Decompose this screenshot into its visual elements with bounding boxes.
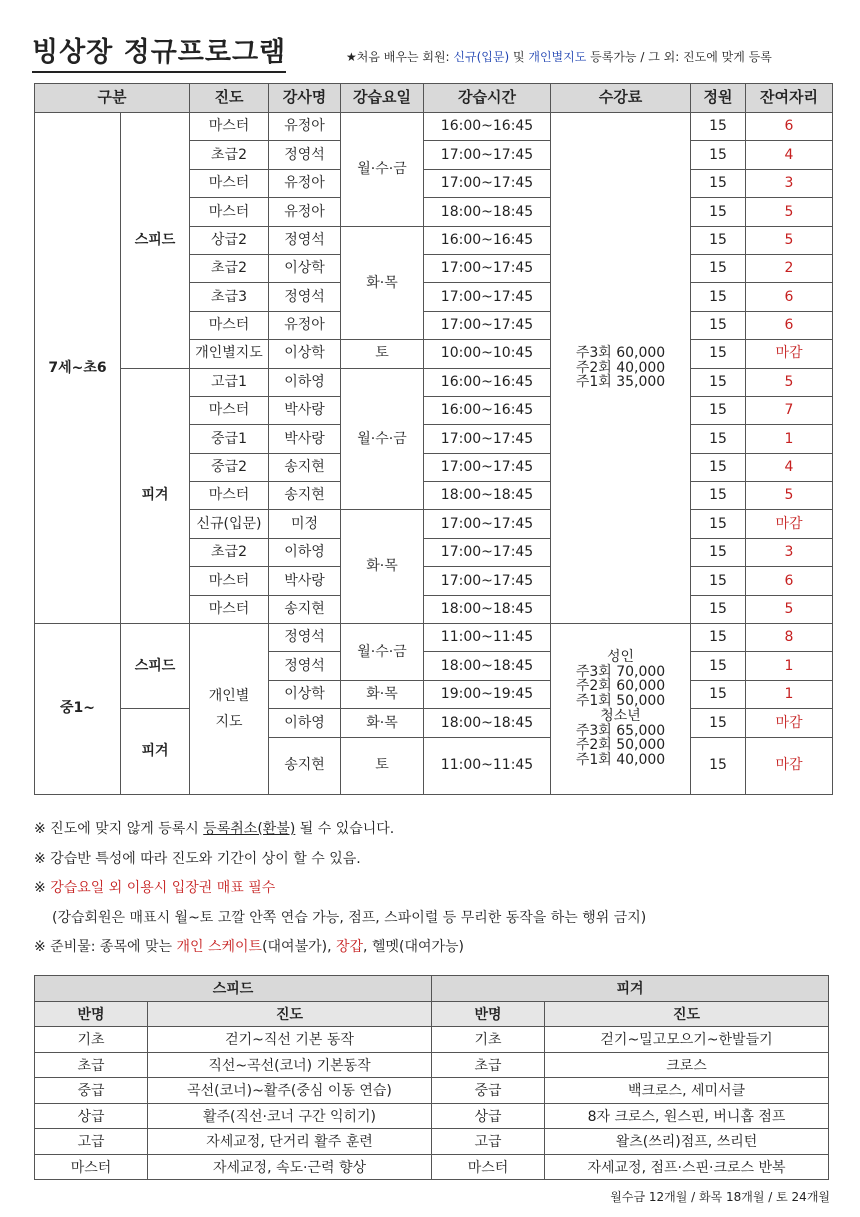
group-figure: 피겨 <box>121 368 190 624</box>
level-row <box>35 1052 829 1078</box>
capacity-cell: 15 <box>691 538 746 566</box>
capacity-cell: 15 <box>691 254 746 282</box>
fee-line: 주2회 50,000 <box>575 737 666 754</box>
remaining-cell: 5 <box>746 595 833 623</box>
time-cell: 19:00~19:45 <box>424 680 551 708</box>
note-line: ※ 준비물: 종목에 맞는 개인 스케이트(대여불가), 장갑, 헬멧(대여가능) <box>34 939 465 955</box>
note-line: (강습회원은 매표시 월~토 고깔 안쪽 연습 가능, 점프, 스파이럴 등 무리한 동작을 하는 행위 금지) <box>52 909 647 926</box>
time-cell: 17:00~17:45 <box>424 510 551 538</box>
capacity-cell: 15 <box>691 595 746 623</box>
time-cell: 18:00~18:45 <box>424 482 551 510</box>
level-row <box>35 1129 829 1155</box>
capacity-cell: 15 <box>691 141 746 169</box>
teacher-cell: 박사랑 <box>269 567 341 595</box>
time-cell: 17:00~17:45 <box>424 567 551 595</box>
remaining-cell: 2 <box>746 254 833 282</box>
remaining-cell: 5 <box>746 198 833 226</box>
figure-class-cell: 기초 <box>432 1027 545 1053</box>
remaining-cell: 마감 <box>746 340 833 368</box>
speed-progress-cell: 곡선(코너)~활주(중심 이동 연습) <box>148 1078 432 1104</box>
teacher-cell: 이하영 <box>269 709 341 737</box>
remaining-cell: 마감 <box>746 709 833 737</box>
capacity-cell: 15 <box>691 396 746 424</box>
table-row <box>35 368 833 396</box>
table-row <box>35 624 833 652</box>
level-cell: 개인별지도 <box>190 340 269 368</box>
capacity-cell: 15 <box>691 567 746 595</box>
remaining-cell: 마감 <box>746 737 833 794</box>
time-cell: 17:00~17:45 <box>424 425 551 453</box>
teacher-cell: 정영석 <box>269 652 341 680</box>
remaining-cell: 6 <box>746 283 833 311</box>
table-row <box>35 113 833 141</box>
figure-progress-cell: 크로스 <box>545 1052 829 1078</box>
remaining-cell: 7 <box>746 396 833 424</box>
time-cell: 16:00~16:45 <box>424 368 551 396</box>
fee-line: 주3회 60,000 <box>575 344 666 361</box>
teacher-cell: 정영석 <box>269 226 341 254</box>
figure-progress-cell: 백크로스, 세미서클 <box>545 1078 829 1104</box>
teacher-cell: 이하영 <box>269 538 341 566</box>
capacity-cell: 15 <box>691 311 746 339</box>
time-cell: 17:00~17:45 <box>424 169 551 197</box>
capacity-cell: 15 <box>691 709 746 737</box>
remaining-cell: 6 <box>746 311 833 339</box>
time-cell: 16:00~16:45 <box>424 396 551 424</box>
capacity-cell: 15 <box>691 652 746 680</box>
new-course-label: 신규(입문) <box>453 50 510 64</box>
speed-progress-cell: 걷기~직선 기본 동작 <box>148 1027 432 1053</box>
level-header-progress: 진도 <box>148 1001 432 1027</box>
figure-progress-cell: 걷기~밀고모으기~한발들기 <box>545 1027 829 1053</box>
figure-class-cell: 고급 <box>432 1129 545 1155</box>
group-kids: 7세~초6 <box>35 113 121 624</box>
capacity-cell: 15 <box>691 425 746 453</box>
level-cell: 초급2 <box>190 141 269 169</box>
group-speed: 스피드 <box>121 624 190 709</box>
days-cell: 화·목 <box>341 226 424 340</box>
teacher-cell: 이상학 <box>269 254 341 282</box>
speed-progress-cell: 자세교정, 단거리 활주 훈련 <box>148 1129 432 1155</box>
fee-line: 주2회 60,000 <box>575 678 666 695</box>
level-speed-title: 스피드 <box>35 976 432 1002</box>
level-cell: 초급2 <box>190 538 269 566</box>
level-cell: 초급2 <box>190 254 269 282</box>
level-cell: 마스터 <box>190 311 269 339</box>
teacher-cell: 이하영 <box>269 368 341 396</box>
remaining-cell: 4 <box>746 453 833 481</box>
speed-progress-cell: 자세교정, 속도·근력 향상 <box>148 1154 432 1180</box>
fee-line: 주1회 35,000 <box>575 374 666 391</box>
group-figure: 피겨 <box>121 709 190 794</box>
capacity-cell: 15 <box>691 113 746 141</box>
days-cell: 화·목 <box>341 680 424 708</box>
fee-cell <box>551 113 691 624</box>
level-cell: 마스터 <box>190 396 269 424</box>
time-cell: 18:00~18:45 <box>424 652 551 680</box>
remaining-cell: 3 <box>746 538 833 566</box>
speed-class-cell: 기초 <box>35 1027 148 1053</box>
remaining-cell: 1 <box>746 425 833 453</box>
fee-line: 성인 <box>606 649 635 666</box>
days-cell: 월·수·금 <box>341 624 424 681</box>
schedule-table <box>34 83 833 795</box>
individual-course-label: 개인별지도 <box>528 50 587 64</box>
fee-line: 주3회 70,000 <box>575 663 666 680</box>
level-cell: 마스터 <box>190 482 269 510</box>
figure-class-cell: 마스터 <box>432 1154 545 1180</box>
figure-class-cell: 중급 <box>432 1078 545 1104</box>
speed-class-cell: 중급 <box>35 1078 148 1104</box>
teacher-cell: 미정 <box>269 510 341 538</box>
teacher-cell: 송지현 <box>269 737 341 794</box>
fee-line: 주1회 40,000 <box>575 751 666 768</box>
figure-progress-cell: 8자 크로스, 원스핀, 버니홉 점프 <box>545 1103 829 1129</box>
fee-line: 주1회 50,000 <box>575 693 666 710</box>
remaining-cell: 1 <box>746 680 833 708</box>
capacity-cell: 15 <box>691 482 746 510</box>
days-cell: 화·목 <box>341 510 424 624</box>
level-header-progress: 진도 <box>545 1001 829 1027</box>
level-cell: 고급1 <box>190 368 269 396</box>
time-cell: 17:00~17:45 <box>424 311 551 339</box>
level-cell: 중급2 <box>190 453 269 481</box>
level-line: 개인별 <box>208 687 250 704</box>
remaining-cell: 5 <box>746 226 833 254</box>
speed-class-cell: 마스터 <box>35 1154 148 1180</box>
level-row <box>35 1078 829 1104</box>
teacher-cell: 유정아 <box>269 169 341 197</box>
time-cell: 10:00~10:45 <box>424 340 551 368</box>
time-cell: 16:00~16:45 <box>424 226 551 254</box>
level-group-row <box>35 976 829 1002</box>
remaining-cell: 6 <box>746 113 833 141</box>
speed-class-cell: 상급 <box>35 1103 148 1129</box>
remaining-cell: 1 <box>746 652 833 680</box>
figure-progress-cell: 자세교정, 점프·스핀·크로스 반복 <box>545 1154 829 1180</box>
capacity-cell: 15 <box>691 198 746 226</box>
figure-class-cell: 상급 <box>432 1103 545 1129</box>
teacher-cell: 이상학 <box>269 340 341 368</box>
teacher-cell: 송지현 <box>269 482 341 510</box>
level-cell: 신규(입문) <box>190 510 269 538</box>
speed-progress-cell: 직선~곡선(코너) 기본동작 <box>148 1052 432 1078</box>
table-row <box>35 709 833 737</box>
group-speed: 스피드 <box>121 113 190 369</box>
teacher-cell: 송지현 <box>269 595 341 623</box>
teacher-cell: 박사랑 <box>269 396 341 424</box>
remaining-cell: 5 <box>746 368 833 396</box>
capacity-cell: 15 <box>691 680 746 708</box>
level-table <box>34 975 829 1180</box>
teacher-cell: 정영석 <box>269 141 341 169</box>
remaining-cell: 3 <box>746 169 833 197</box>
speed-class-cell: 고급 <box>35 1129 148 1155</box>
time-cell: 17:00~17:45 <box>424 254 551 282</box>
footer-note: 월수금 12개월 / 화목 18개월 / 토 24개월 <box>610 1190 830 1204</box>
level-figure-title: 피겨 <box>432 976 829 1002</box>
schedule-header-row <box>35 84 833 113</box>
time-cell: 16:00~16:45 <box>424 113 551 141</box>
fee-line: 청소년 <box>600 707 641 724</box>
level-cell: 상급2 <box>190 226 269 254</box>
teacher-cell: 박사랑 <box>269 425 341 453</box>
header-days: 강습요일 <box>341 84 424 113</box>
days-cell: 토 <box>341 340 424 368</box>
days-cell: 토 <box>341 737 424 794</box>
level-row <box>35 1027 829 1053</box>
header-remaining: 잔여자리 <box>746 84 833 113</box>
page-title: 빙상장 정규프로그램 <box>32 30 286 73</box>
teacher-cell: 정영석 <box>269 624 341 652</box>
level-header-class: 반명 <box>432 1001 545 1027</box>
speed-class-cell: 초급 <box>35 1052 148 1078</box>
remaining-cell: 8 <box>746 624 833 652</box>
group-adult: 중1~ <box>35 624 121 795</box>
capacity-cell: 15 <box>691 368 746 396</box>
days-cell: 화·목 <box>341 709 424 737</box>
level-header-class: 반명 <box>35 1001 148 1027</box>
teacher-cell: 유정아 <box>269 311 341 339</box>
figure-class-cell: 초급 <box>432 1052 545 1078</box>
notes <box>34 815 834 963</box>
days-cell: 월·수·금 <box>341 113 424 227</box>
header-capacity: 정원 <box>691 84 746 113</box>
level-cell <box>190 624 269 795</box>
level-cell: 초급3 <box>190 283 269 311</box>
registration-note: ★처음 배우는 회원: 신규(입문) 및 개인별지도 등록가능 / 그 외: 진도에 맞게 등록 <box>346 50 772 64</box>
level-line: 지도 <box>215 713 243 730</box>
days-cell: 월·수·금 <box>341 368 424 510</box>
level-row <box>35 1154 829 1180</box>
remaining-cell: 6 <box>746 567 833 595</box>
remaining-cell: 4 <box>746 141 833 169</box>
header-fee: 수강료 <box>551 84 691 113</box>
capacity-cell: 15 <box>691 737 746 794</box>
capacity-cell: 15 <box>691 169 746 197</box>
teacher-cell: 송지현 <box>269 453 341 481</box>
capacity-cell: 15 <box>691 510 746 538</box>
header-category: 구분 <box>35 84 190 113</box>
note-line: ※ 강습요일 외 이용시 입장권 매표 필수 <box>34 880 276 896</box>
capacity-cell: 15 <box>691 340 746 368</box>
capacity-cell: 15 <box>691 283 746 311</box>
level-cell: 마스터 <box>190 113 269 141</box>
header-time: 강습시간 <box>424 84 551 113</box>
time-cell: 18:00~18:45 <box>424 595 551 623</box>
level-row <box>35 1103 829 1129</box>
teacher-cell: 정영석 <box>269 283 341 311</box>
teacher-cell: 유정아 <box>269 113 341 141</box>
figure-progress-cell: 왈츠(쓰리)점프, 쓰리턴 <box>545 1129 829 1155</box>
level-cell: 마스터 <box>190 567 269 595</box>
level-cell: 중급1 <box>190 425 269 453</box>
time-cell: 17:00~17:45 <box>424 453 551 481</box>
time-cell: 18:00~18:45 <box>424 709 551 737</box>
level-cell: 마스터 <box>190 198 269 226</box>
time-cell: 17:00~17:45 <box>424 141 551 169</box>
time-cell: 11:00~11:45 <box>424 737 551 794</box>
note-line: ※ 강습반 특성에 따라 진도와 기간이 상이 할 수 있음. <box>34 850 361 867</box>
teacher-cell: 이상학 <box>269 680 341 708</box>
capacity-cell: 15 <box>691 453 746 481</box>
fee-line: 주2회 40,000 <box>575 359 666 376</box>
time-cell: 11:00~11:45 <box>424 624 551 652</box>
capacity-cell: 15 <box>691 624 746 652</box>
header-level: 진도 <box>190 84 269 113</box>
level-header-row <box>35 1001 829 1027</box>
level-cell: 마스터 <box>190 169 269 197</box>
remaining-cell: 5 <box>746 482 833 510</box>
fee-line: 주3회 65,000 <box>575 722 666 739</box>
capacity-cell: 15 <box>691 226 746 254</box>
note-line: ※ 진도에 맞지 않게 등록시 등록취소(환불) 될 수 있습니다. <box>34 821 395 837</box>
level-cell: 마스터 <box>190 595 269 623</box>
remaining-cell: 마감 <box>746 510 833 538</box>
time-cell: 17:00~17:45 <box>424 283 551 311</box>
header-teacher: 강사명 <box>269 84 341 113</box>
star-icon: ★ <box>346 50 357 64</box>
time-cell: 18:00~18:45 <box>424 198 551 226</box>
speed-progress-cell: 활주(직선·코너 구간 익히기) <box>148 1103 432 1129</box>
fee-cell <box>551 624 691 795</box>
time-cell: 17:00~17:45 <box>424 538 551 566</box>
teacher-cell: 유정아 <box>269 198 341 226</box>
